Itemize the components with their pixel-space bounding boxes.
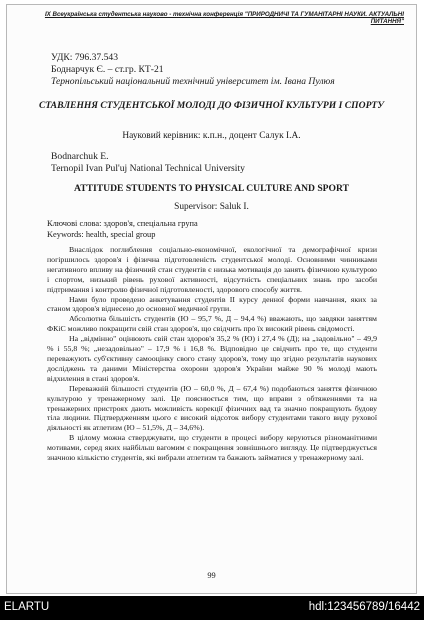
author-ua: Боднарчук Є. – ст.гр. КТ-21 [51,64,164,75]
supervisor-ua: Науковий керівник: к.п.н., доцент Салук І.А. [122,131,301,141]
affiliation-en: Ternopil Ivan Pul'uj National Technical University [51,163,245,174]
keywords-en: Keywords: health, special group [47,230,156,239]
keywords-ua: Ключові слова: здоров'я, спеціальна група [47,219,198,228]
repository-name: ELARTU [4,601,50,613]
article-title-en: ATTITUDE STUDENTS TO PHYSICAL CULTURE AND SPORT [74,183,349,194]
page-number: 99 [207,571,216,580]
udc-code: УДК: 796.37.543 [51,52,119,63]
body-paragraph: Внаслідок поглиблення соціально-економічної, екологічної та демографічної кризи погіршилось здоров'я і фізична підготовленість студентської молоді. Основними чинниками негативного впливу на фізичний стан студентів є низька мотивація до занять фізичною культурою і спортом, низький рівень рухової активності, відсутність спеціальних знань про засоби підтримання і контролю фізичної підготовленості, здорового способу життя. [47,245,377,294]
document-page [6,4,417,594]
handle-identifier: hdl:123456789/16442 [308,601,420,613]
author-en: Bodnarchuk E. [51,151,109,162]
article-body [47,245,377,463]
body-paragraph: В цілому можна стверджувати, що студенти в процесі вибору керуються різноманітними мотивами, серед яких найбільш вагомим є покращення зовнішнього вигляду. Це підтверджується значною кількістю студентів, які вибрали атлетизм та бажають займатися у тренажерному залі. [47,433,377,463]
body-paragraph: Переважній більшості студентів (Ю – 60,0 %, Д – 67,4 %) подобаються заняття фізичною культурою у тренажерному залі. Це пояснюється тим, що вправи з обтяженнями та на тренажерних пристроях дають можливість корекції фізичних вад та значно покращують будову тіла людини. Підтвердженням цього є високий відсоток вибору студентами такого виду рухової діяльності як атлетизм (Ю – 51,5%, Д – 34,6%). [47,383,377,433]
body-paragraph: Нами було проведено анкетування студентів ІІ курсу денної форми навчання, яких за станом здоров'я віднесено до основної медичної групи. [47,294,377,314]
repository-footer-bar [0,596,424,620]
body-paragraph: Абсолютна більшість студентів (Ю – 95,7 %, Д – 94,4 %) вважають, що завдяки заняттям ФКіС можливо покращити свій стан здоров'я, що свідчить про їх високий рівень свідомості. [47,314,377,334]
supervisor-en: Supervisor: Saluk I. [174,202,249,212]
affiliation-ua: Тернопільський національний технічний університет ім. Івана Пулюя [51,76,335,87]
body-paragraph: На „відмінно" оцінюють свій стан здоров'я 35,2 % (Ю) і 27,4 % (Д); на „задовільно" – 49,9 % і 55,8 %; „незадовільно" – 17,9 % і 16,8 %. Відповідно це свідчить про те, що студенти переважують суб'єктивну самооцінку свого стану здоров'я, тому що згідно результатів наукових досліджень та даними Міністерства охорони здоров'я України майже 90 % молоді мають відхилення в стані здоров'я. [47,334,377,383]
article-title-ua: СТАВЛЕННЯ СТУДЕНТСЬКОЇ МОЛОДІ ДО ФІЗИЧНОЇ КУЛЬТУРИ І СПОРТУ [39,100,384,111]
conference-header: IX Всеукраїнська студентська науково - технічна конференція "ПРИРОДНИЧІ ТА ГУМАНІТАРНІ НАУКИ. АКТУАЛЬНІ ПИТАННЯ" [44,11,404,25]
